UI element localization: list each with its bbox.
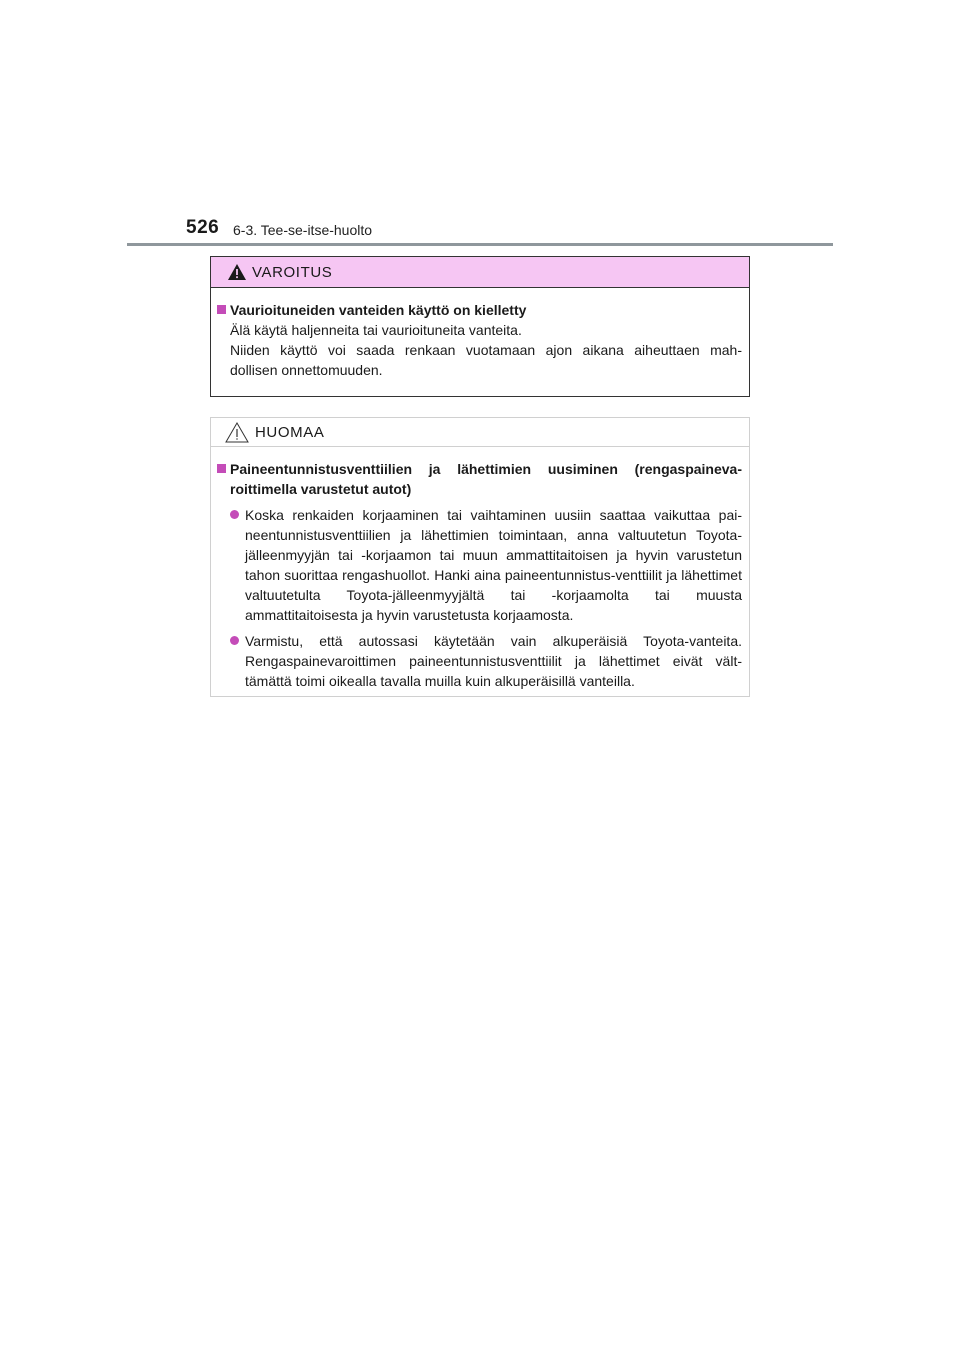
warning-line: dollisen onnettomuuden. — [230, 362, 383, 378]
warning-heading: Vaurioituneiden vanteiden käyttö on kielletty — [217, 300, 742, 320]
notice-label: HUOMAA — [255, 423, 325, 441]
round-bullet-icon — [230, 510, 239, 519]
warning-triangle-icon — [228, 264, 246, 280]
page-number: 526 — [186, 217, 220, 238]
notice-header — [211, 418, 749, 447]
warning-triangle-outline-icon — [225, 422, 249, 443]
header-rule — [127, 243, 833, 246]
list-item: Koska renkaiden korjaaminen tai vaihtaminen uusiin saattaa vaikuttaa pai-neentunnistusventtiilien ja lähettimien toimintaan, anna valtuutetun Toyota-jälleenmyyjän tai -korjaamon tai muun ammattitaitoisen ja hyvin varustetun tahon suorittaa rengashuollot. Hanki aina paineentunnistus-venttiilit ja lähettimet valtuutetulta Toyota-jälleenmyyjältä tai -korjaamolta tai muusta ammattitaitoisesta ja hyvin varustetusta korjaamosta. — [217, 505, 742, 625]
warning-line: Niiden käyttö voi saada renkaan vuotamaan ajon aikana aiheuttaen mah- — [230, 342, 742, 358]
notice-body — [211, 447, 749, 691]
square-bullet-icon — [217, 464, 226, 473]
warning-line: Älä käytä haljenneita tai vaurioituneita vanteita. — [230, 322, 522, 338]
round-bullet-icon — [230, 636, 239, 645]
notice-box — [210, 417, 750, 697]
square-bullet-icon — [217, 305, 226, 314]
section-title: 6-3. Tee-se-itse-huolto — [233, 222, 373, 238]
warning-header — [211, 257, 749, 288]
notice-heading: Paineentunnistusventtiilien ja lähettimien uusiminen (rengaspaineva-roittimella varustetut autot) — [217, 459, 742, 499]
warning-box — [210, 256, 750, 397]
list-item: Varmistu, että autossasi käytetään vain alkuperäisiä Toyota-vanteita. Rengaspainevaroittimen paineentunnistusventtiilit ja lähettimet eivät vält-tämättä toimi oikealla tavalla muilla kuin alkuperäisillä vanteilla. — [217, 631, 742, 691]
warning-label: VAROITUS — [252, 263, 333, 281]
warning-body — [211, 288, 749, 380]
